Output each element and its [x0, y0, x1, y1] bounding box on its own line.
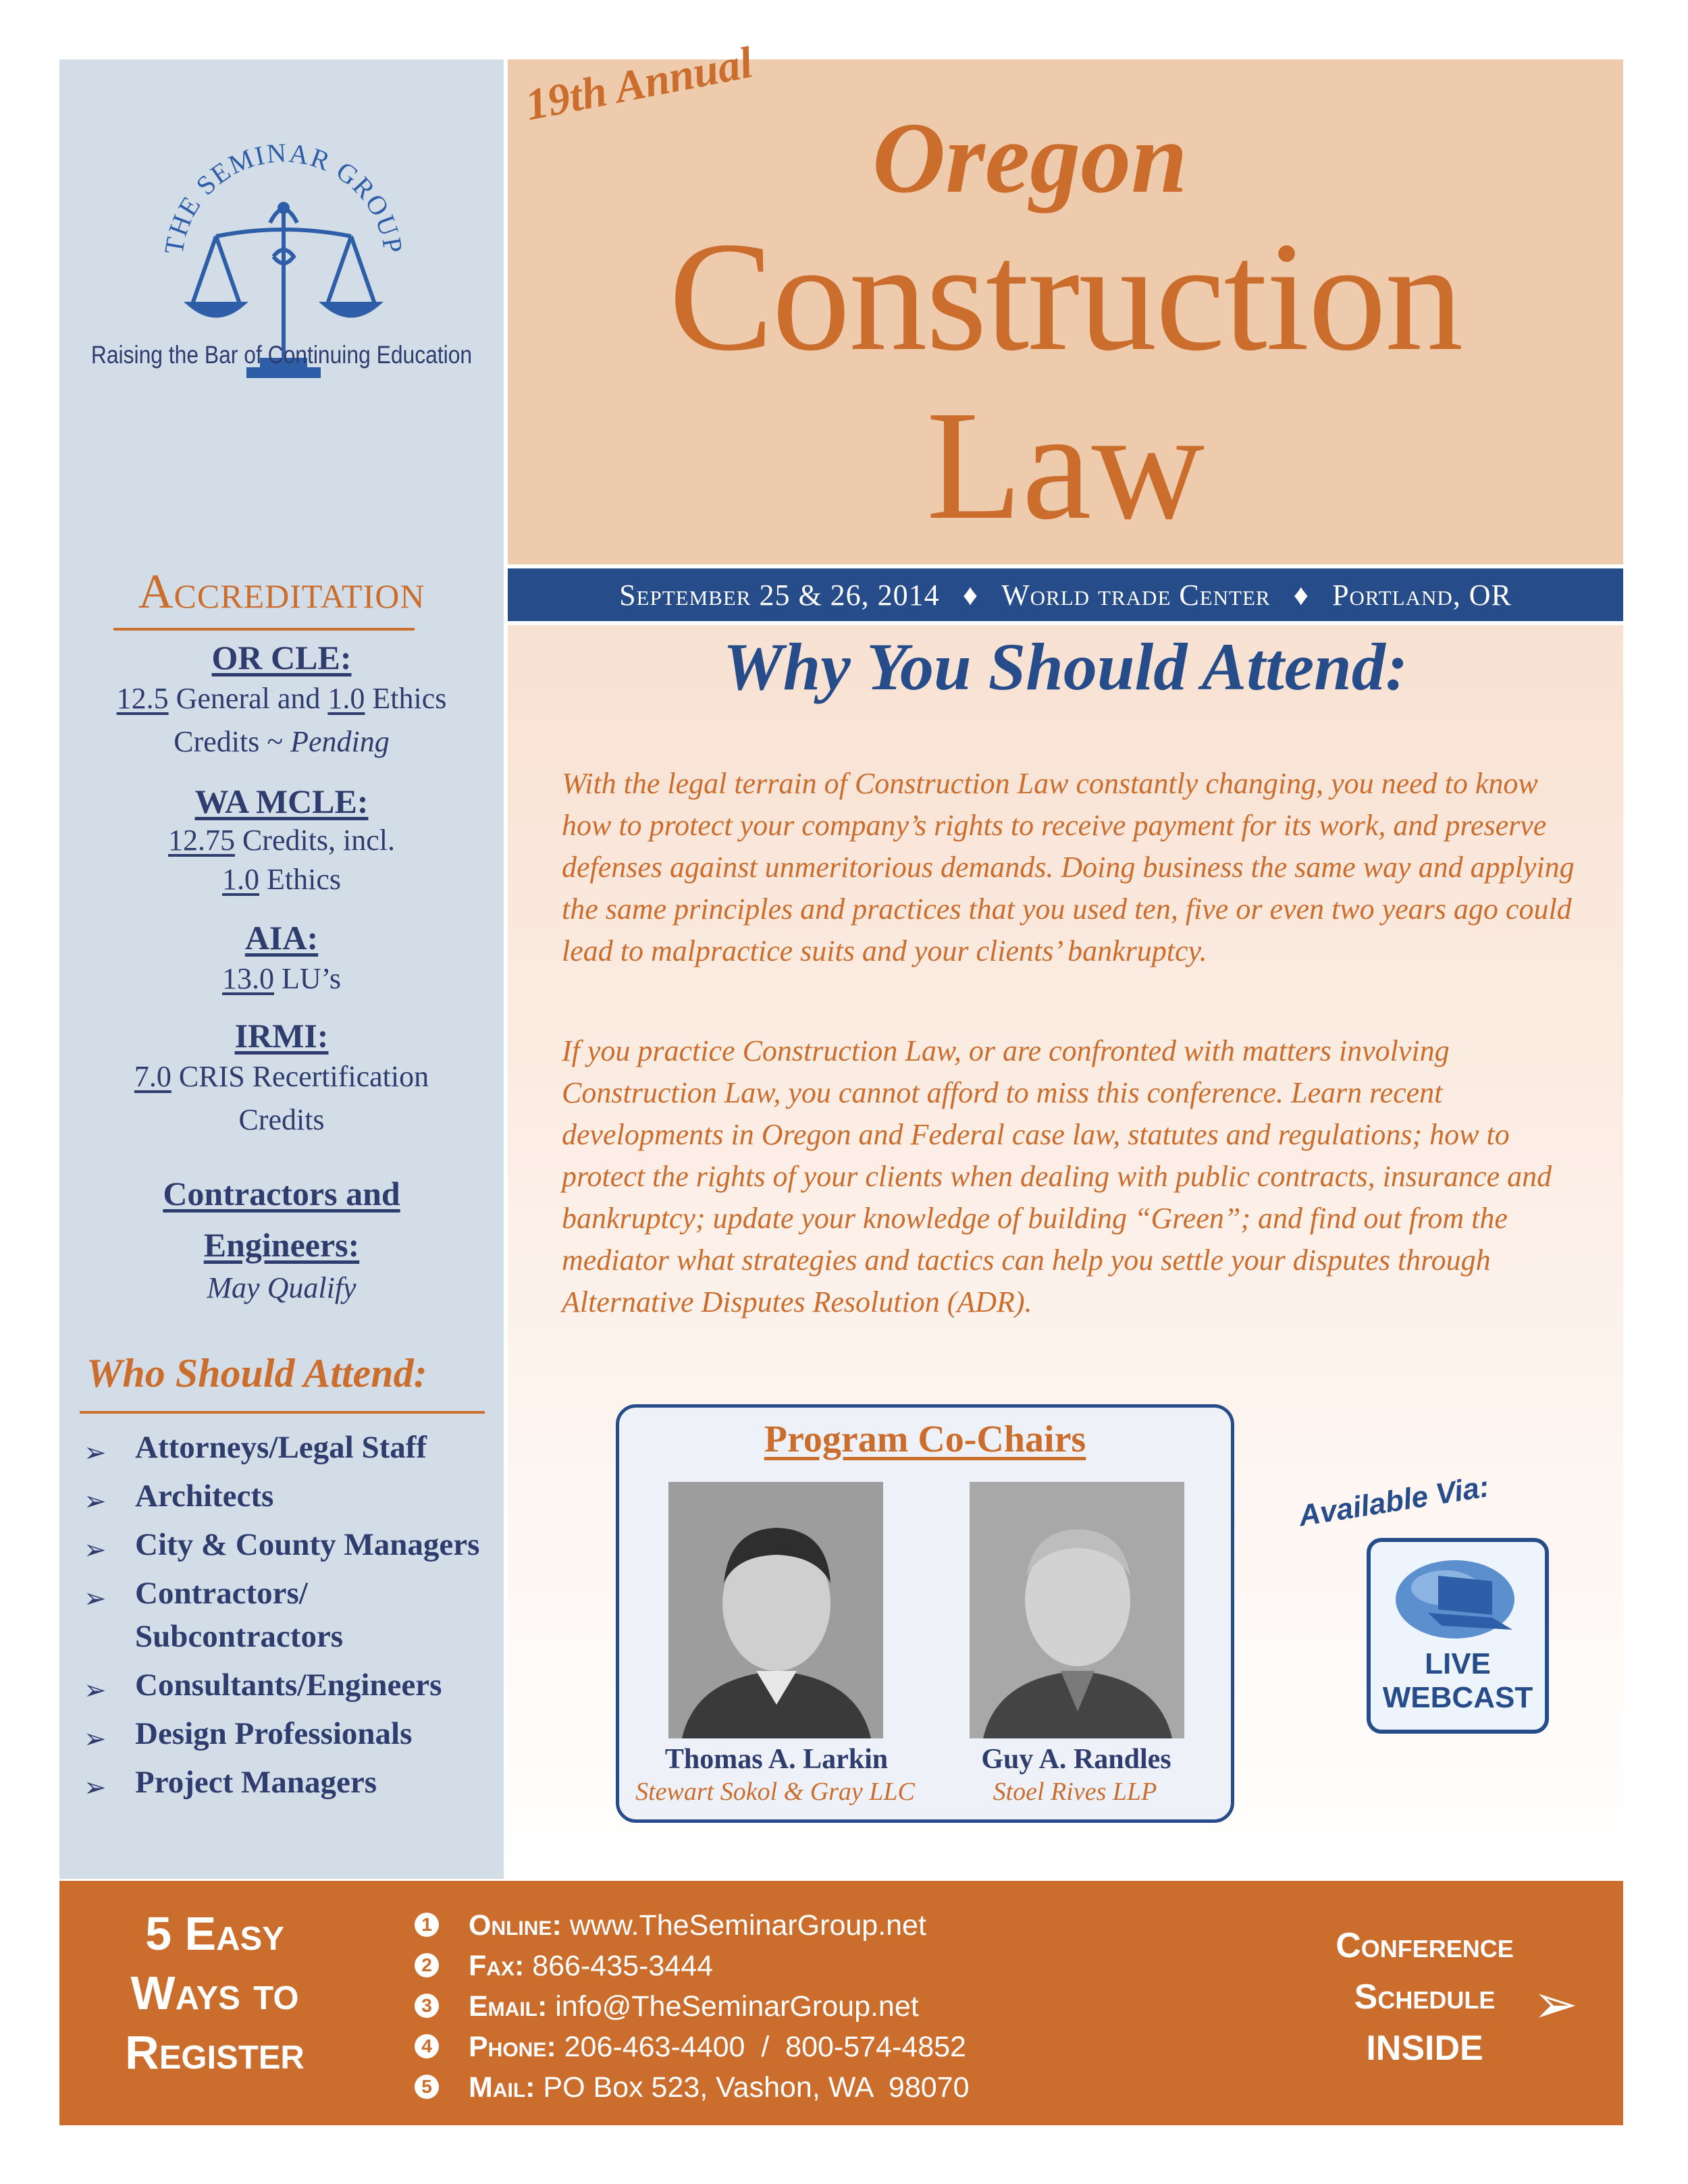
number-3-icon: 3: [415, 1994, 439, 2018]
webcast-text: [1367, 1647, 1549, 1715]
irmi-credits: 7.0: [134, 1060, 172, 1093]
contractors-title-line1: Contractors and: [163, 1175, 400, 1213]
diamond-icon: ♦: [962, 578, 979, 612]
why-attend-heading: Why You Should Attend:: [722, 629, 1408, 704]
register-label: Mail:: [469, 2071, 535, 2104]
aia-line: [80, 957, 483, 1001]
list-item-label: Contractors/: [135, 1576, 308, 1611]
diamond-icon: ♦: [1293, 578, 1310, 612]
register-label: Email:: [469, 1990, 548, 2023]
irmi-title: IRMI:: [234, 1017, 329, 1055]
contractors-title-line2: Engineers:: [203, 1226, 360, 1264]
photo-guy-randles: [970, 1482, 1184, 1738]
or-cle-ethics-text: Ethics: [365, 682, 447, 715]
list-item-label: Subcontractors: [135, 1619, 344, 1654]
divider: [80, 1411, 485, 1414]
register-mail: [415, 2067, 969, 2108]
available-via-label: Available Via:: [1296, 1470, 1492, 1533]
or-cle-credits-text: Credits ~: [174, 725, 291, 758]
list-item: [84, 1572, 516, 1658]
list-item-label: City & County Managers: [135, 1527, 480, 1562]
wa-mcle-credits-text: Credits, incl.: [234, 824, 396, 857]
wa-mcle-title: WA MCLE:: [194, 782, 369, 820]
register-methods: [415, 1905, 969, 2108]
svg-text:THE SEMINAR GROUP: THE SEMINAR GROUP: [158, 137, 409, 257]
register-heading-line3: Register: [125, 2026, 305, 2079]
arrow-bullet-icon: ➢: [84, 1486, 107, 1516]
contractors-note: May Qualify: [207, 1271, 357, 1304]
photo-thomas-larkin: [668, 1482, 883, 1738]
portrait-icon: [668, 1482, 883, 1738]
conference-schedule-callout: [1283, 1920, 1566, 2074]
title-construction: Construction: [668, 210, 1462, 383]
register-mail-value: PO Box 523, Vashon, WA 98070: [543, 2071, 970, 2104]
cochair-firm: Stoel Rives LLP: [993, 1778, 1157, 1806]
or-cle-ethics-credits: 1.0: [327, 682, 365, 715]
schedule-line1: Conference: [1336, 1926, 1514, 1965]
number-2-icon: 2: [415, 1953, 439, 1977]
number-5-icon: 5: [415, 2075, 439, 2099]
event-info-bar: [508, 568, 1623, 621]
annual-label: 19th Annual: [521, 37, 757, 130]
register-fax-value: 866-435-3444: [532, 1950, 714, 1982]
cochair-name: Guy A. Randles: [981, 1744, 1171, 1775]
event-venue: World trade Center: [1001, 578, 1271, 612]
aia-title: AIA:: [244, 919, 319, 957]
list-item: [84, 1474, 516, 1518]
wa-mcle-line1: [80, 821, 483, 860]
arrow-right-icon: ➢: [1533, 1973, 1579, 2035]
tagline: Raising the Bar of Continuing Education: [90, 341, 473, 369]
laptop-icon: [1391, 1555, 1526, 1643]
list-item-label: Attorneys/Legal Staff: [135, 1430, 427, 1465]
wa-mcle-line2: [80, 860, 483, 899]
register-phone: [415, 2027, 969, 2067]
register-online-link[interactable]: www.TheSeminarGroup.net: [569, 1909, 926, 1942]
title-law: Law: [926, 379, 1205, 552]
arrow-bullet-icon: ➢: [84, 1583, 107, 1614]
number-1-icon: 1: [415, 1913, 439, 1937]
aia-units: 13.0: [222, 962, 274, 995]
contractors-section: [80, 1168, 483, 1306]
who-should-attend-heading: Who Should Attend:: [86, 1351, 427, 1395]
wa-mcle-section: [80, 782, 483, 899]
register-heading: [80, 1904, 350, 2082]
list-item-label: Consultants/Engineers: [135, 1668, 442, 1703]
wa-mcle-ethics: 1.0: [222, 863, 259, 896]
cochair-firm: Stewart Sokol & Gray LLC: [635, 1778, 915, 1806]
or-cle-status: Pending: [290, 725, 390, 758]
register-heading-line2: Ways to: [130, 1967, 299, 2019]
irmi-line2: Credits: [238, 1103, 325, 1136]
aia-section: [80, 918, 483, 1001]
register-email[interactable]: [415, 1986, 969, 2027]
why-paragraph-2: If you practice Construction Law, or are confronted with matters involving Construction Law, you cannot afford to miss this conference. Learn recent developments in Oregon and Federal case law, statutes and regulations; how to protect the rights of your clients when dealing with public contracts, insurance and bankruptcy; update your knowledge of building “Green”; and find out from the mediator what strategies and tactics can help you settle your disputes through Alternative Disputes Resolution (ADR).: [562, 1034, 1552, 1319]
number-4-icon: 4: [415, 2034, 439, 2058]
divider: [113, 628, 415, 631]
register-label: Fax:: [469, 1950, 525, 1982]
or-cle-title: OR CLE:: [211, 639, 352, 676]
list-item-label: Design Professionals: [135, 1716, 413, 1751]
wa-mcle-ethics-text: Ethics: [259, 863, 341, 896]
schedule-line2: Schedule: [1354, 1977, 1496, 2017]
arrow-bullet-icon: ➢: [84, 1675, 107, 1705]
list-item: [84, 1663, 516, 1707]
arrow-bullet-icon: ➢: [84, 1724, 107, 1754]
attendee-list: [84, 1426, 516, 1809]
webcast-line2: WEBCAST: [1382, 1681, 1533, 1714]
list-item: [84, 1761, 516, 1804]
event-date: September 25 & 26, 2014: [619, 578, 940, 612]
arrow-bullet-icon: ➢: [84, 1772, 107, 1803]
or-cle-general-text: General and: [168, 682, 328, 715]
list-item: [84, 1712, 516, 1755]
register-fax: [415, 1946, 969, 1986]
arrow-bullet-icon: ➢: [84, 1535, 107, 1565]
register-email-link[interactable]: info@TheSeminarGroup.net: [555, 1990, 919, 2023]
accreditation-heading: Accreditation: [138, 564, 425, 618]
irmi-credits-text: CRIS Recertification: [171, 1060, 429, 1093]
or-cle-line1: [80, 677, 483, 720]
event-city: Portland, OR: [1332, 578, 1512, 612]
list-item: [84, 1523, 516, 1566]
list-item-label: Architects: [135, 1479, 274, 1514]
schedule-line3: INSIDE: [1366, 2029, 1483, 2068]
list-item: [84, 1426, 516, 1469]
webcast-line1: LIVE: [1425, 1647, 1491, 1680]
cochair-name: Thomas A. Larkin: [664, 1744, 889, 1775]
register-phone-value: 206-463-4400 / 800-574-4852: [564, 2031, 966, 2063]
register-online[interactable]: [415, 1905, 969, 1946]
cochairs-heading: Program Co-Chairs: [764, 1418, 1086, 1460]
list-item-label: Project Managers: [135, 1765, 377, 1800]
or-cle-section: [80, 638, 483, 764]
portrait-icon: [970, 1482, 1184, 1738]
why-paragraph-1: With the legal terrain of Construction Law constantly changing, you need to know how to protect your company’s rights to receive payment for its work, and preserve defenses against unmeritorious demands. Doing business the same way and applying the same principles and practices that you used ten, five or even two years ago could lead to malpractice suits and your clients’ bankruptcy.: [562, 767, 1575, 967]
register-heading-line1: 5 Easy: [145, 1907, 284, 1960]
irmi-section: [80, 1016, 483, 1142]
arrow-bullet-icon: ➢: [84, 1437, 107, 1468]
wa-mcle-credits: 12.75: [167, 824, 235, 857]
or-cle-line2: [80, 720, 483, 764]
or-cle-general-credits: 12.5: [116, 682, 169, 715]
register-label: Phone:: [469, 2031, 556, 2063]
aia-units-text: LU’s: [274, 962, 341, 995]
irmi-line1: [80, 1055, 483, 1098]
register-label: Online:: [469, 1909, 562, 1942]
title-oregon: Oregon: [872, 102, 1188, 214]
